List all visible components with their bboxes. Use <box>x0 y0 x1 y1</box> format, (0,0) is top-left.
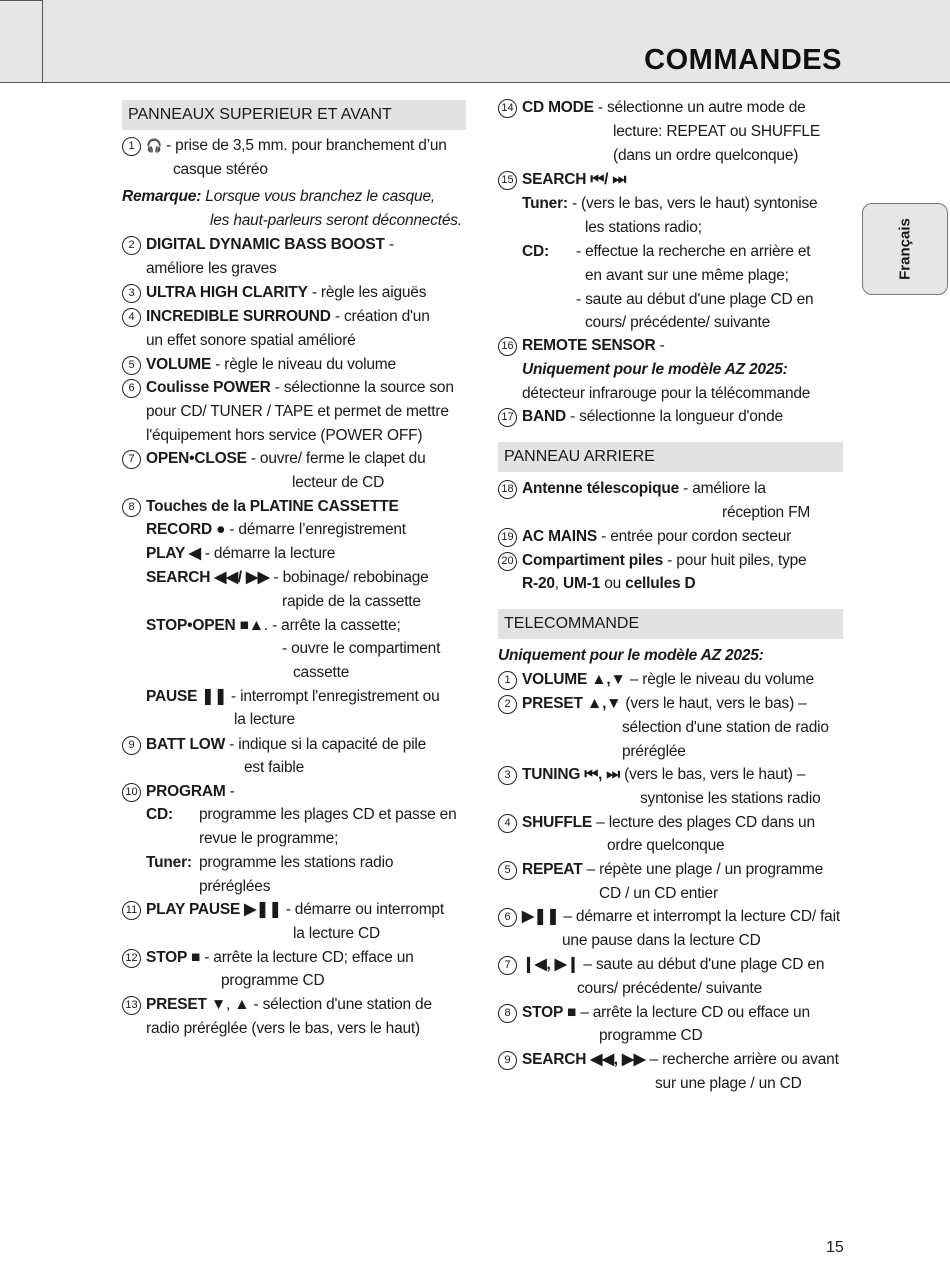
sub-item: Tuner: <box>146 854 192 871</box>
item-text: détecteur infrarouge pour la télécommande <box>522 385 811 402</box>
list-item: 9 BATT LOW - indique si la capacité de pile <box>122 733 426 757</box>
list-item: 13 PRESET ▼, ▲ - sélection d'une station de <box>122 993 432 1017</box>
list-item: 8 Touches de la PLATINE CASSETTE <box>122 495 399 519</box>
list-item: 5 REPEAT – répète une plage / un programme <box>498 858 823 882</box>
list-item: 16 REMOTE SENSOR - <box>498 334 665 358</box>
item-text: Uniquement pour le modèle AZ 2025: <box>522 361 788 378</box>
item-text: préréglées <box>199 878 271 895</box>
item-text: (dans un ordre quelconque) <box>613 147 799 164</box>
item-text: programme les stations radio <box>199 854 394 871</box>
item-text: - saute au début d'une plage CD en <box>576 291 814 308</box>
item-text: CD / un CD entier <box>599 885 718 902</box>
list-item: 1 VOLUME ▲,▼ – règle le niveau du volume <box>498 668 814 692</box>
language-tab <box>862 203 948 295</box>
sub-item: PLAY ◀ - démarre la lecture <box>146 545 336 562</box>
list-item: 11 PLAY PAUSE ▶❚❚ - démarre ou interrompt <box>122 898 444 922</box>
list-item: 20 Compartiment piles - pour huit piles, type <box>498 549 806 573</box>
section-heading: TELECOMMANDE <box>498 609 843 639</box>
item-text: en avant sur une même plage; <box>585 267 789 284</box>
item-text: radio préréglée (vers le bas, vers le haut) <box>146 1020 420 1037</box>
item-text: lecture: REPEAT ou SHUFFLE <box>613 123 820 140</box>
item-text: programme CD <box>599 1027 703 1044</box>
list-item: 7 ❙◀, ▶❙ – saute au début d'une plage CD en <box>498 953 824 977</box>
list-item: 18 Antenne télescopique - améliore la <box>498 477 766 501</box>
item-text: sur une plage / un CD <box>655 1075 802 1092</box>
item-text: programme les plages CD et passe en <box>199 806 457 823</box>
sub-item: SEARCH ◀◀/ ▶▶ - bobinage/ rebobinage <box>146 569 429 586</box>
list-item: 19 AC MAINS - entrée pour cordon secteur <box>498 525 791 549</box>
sub-item: CD: <box>522 243 549 260</box>
page-title: COMMANDES <box>644 44 842 76</box>
note: Uniquement pour le modèle AZ 2025: <box>498 647 764 664</box>
item-text: R-20, UM-1 ou cellules D <box>522 575 696 592</box>
item-text: revue le programme; <box>199 830 339 847</box>
list-item: 17 BAND - sélectionne la longueur d'onde <box>498 405 783 429</box>
list-item: 14 CD MODE - sélectionne un autre mode de <box>498 96 806 120</box>
item-text: ordre quelconque <box>607 837 725 854</box>
list-item: 1 🎧 - prise de 3,5 mm. pour branchement d’un <box>122 134 447 158</box>
list-item: 12 STOP ■ - arrête la lecture CD; efface un <box>122 946 414 970</box>
note: Remarque: Lorsque vous branchez le casque, <box>122 188 435 205</box>
list-item: 3 ULTRA HIGH CLARITY - règle les aiguës <box>122 281 426 305</box>
item-text: l'équipement hors service (POWER OFF) <box>146 427 423 444</box>
list-item: 15 SEARCH ⏮/ ⏭ <box>498 168 626 192</box>
list-item: 10 PROGRAM - <box>122 780 235 804</box>
item-text: lecteur de CD <box>292 474 385 491</box>
skip-icon: ❙◀, ▶❙ <box>522 956 580 973</box>
headphones-icon: 🎧 <box>146 138 162 153</box>
list-item: 6 ▶❚❚ – démarre et interrompt la lecture CD/ fait <box>498 905 840 929</box>
section-heading: PANNEAU ARRIERE <box>498 442 843 472</box>
sub-item: PAUSE ❚❚ - interrompt l'enregistrement ou <box>146 688 440 705</box>
item-text: la lecture <box>234 711 295 728</box>
list-item: 3 TUNING ⏮, ⏭ (vers le bas, vers le haut) – <box>498 763 805 787</box>
list-item: 8 STOP ■ – arrête la lecture CD ou efface un <box>498 1001 810 1025</box>
item-text: les stations radio; <box>585 219 702 236</box>
list-item: 4 INCREDIBLE SURROUND - création d'un <box>122 305 430 329</box>
crop-mark-vertical <box>42 0 43 82</box>
crop-mark-horizontal <box>0 0 42 1</box>
list-item: 5 VOLUME - règle le niveau du volume <box>122 353 396 377</box>
play-pause-icon: ▶❚❚ <box>522 908 560 925</box>
note-text: les haut-parleurs seront déconnectés. <box>210 212 462 229</box>
list-item: 2 DIGITAL DYNAMIC BASS BOOST - <box>122 233 394 257</box>
list-item: 9 SEARCH ◀◀, ▶▶ – recherche arrière ou avant <box>498 1048 839 1072</box>
item-text: améliore les graves <box>146 260 277 277</box>
list-item: 6 Coulisse POWER - sélectionne la source son <box>122 376 454 400</box>
section-heading: PANNEAUX SUPERIEUR ET AVANT <box>122 100 466 130</box>
sub-item: Tuner: - (vers le bas, vers le haut) syntonise <box>522 195 818 212</box>
item-text: une pause dans la lecture CD <box>562 932 761 949</box>
list-item: 4 SHUFFLE – lecture des plages CD dans un <box>498 811 815 835</box>
item-text: réception FM <box>722 504 811 521</box>
page-number: 15 <box>826 1239 844 1256</box>
sub-item: STOP•OPEN ■▲. - arrête la cassette; <box>146 617 401 634</box>
sub-item: RECORD ● - démarre l’enregistrement <box>146 521 406 538</box>
language-tab-label: Français <box>896 218 914 280</box>
item-text: cassette <box>293 664 350 681</box>
item-text: la lecture CD <box>293 925 380 942</box>
item-text: programme CD <box>221 972 325 989</box>
item-text: cours/ précédente/ suivante <box>577 980 763 997</box>
item-text: casque stéréo <box>173 161 268 178</box>
list-item: 7 OPEN•CLOSE - ouvre/ ferme le clapet du <box>122 447 426 471</box>
sub-item: CD: <box>146 806 173 823</box>
item-text: sélection d'une station de radio <box>622 719 829 736</box>
item-text: - ouvre le compartiment <box>282 640 441 657</box>
item-number: 1 <box>122 137 141 156</box>
list-item: 2 PRESET ▲,▼ (vers le haut, vers le bas) – <box>498 692 807 716</box>
item-text: rapide de la cassette <box>282 593 421 610</box>
item-text: cours/ précédente/ suivante <box>585 314 771 331</box>
item-text: préréglée <box>622 743 686 760</box>
item-text: syntonise les stations radio <box>640 790 821 807</box>
item-text: est faible <box>244 759 305 776</box>
item-text: un effet sonore spatial amélioré <box>146 332 356 349</box>
item-text: - effectue la recherche en arrière et <box>576 243 811 260</box>
item-text: pour CD/ TUNER / TAPE et permet de mettre <box>146 403 449 420</box>
